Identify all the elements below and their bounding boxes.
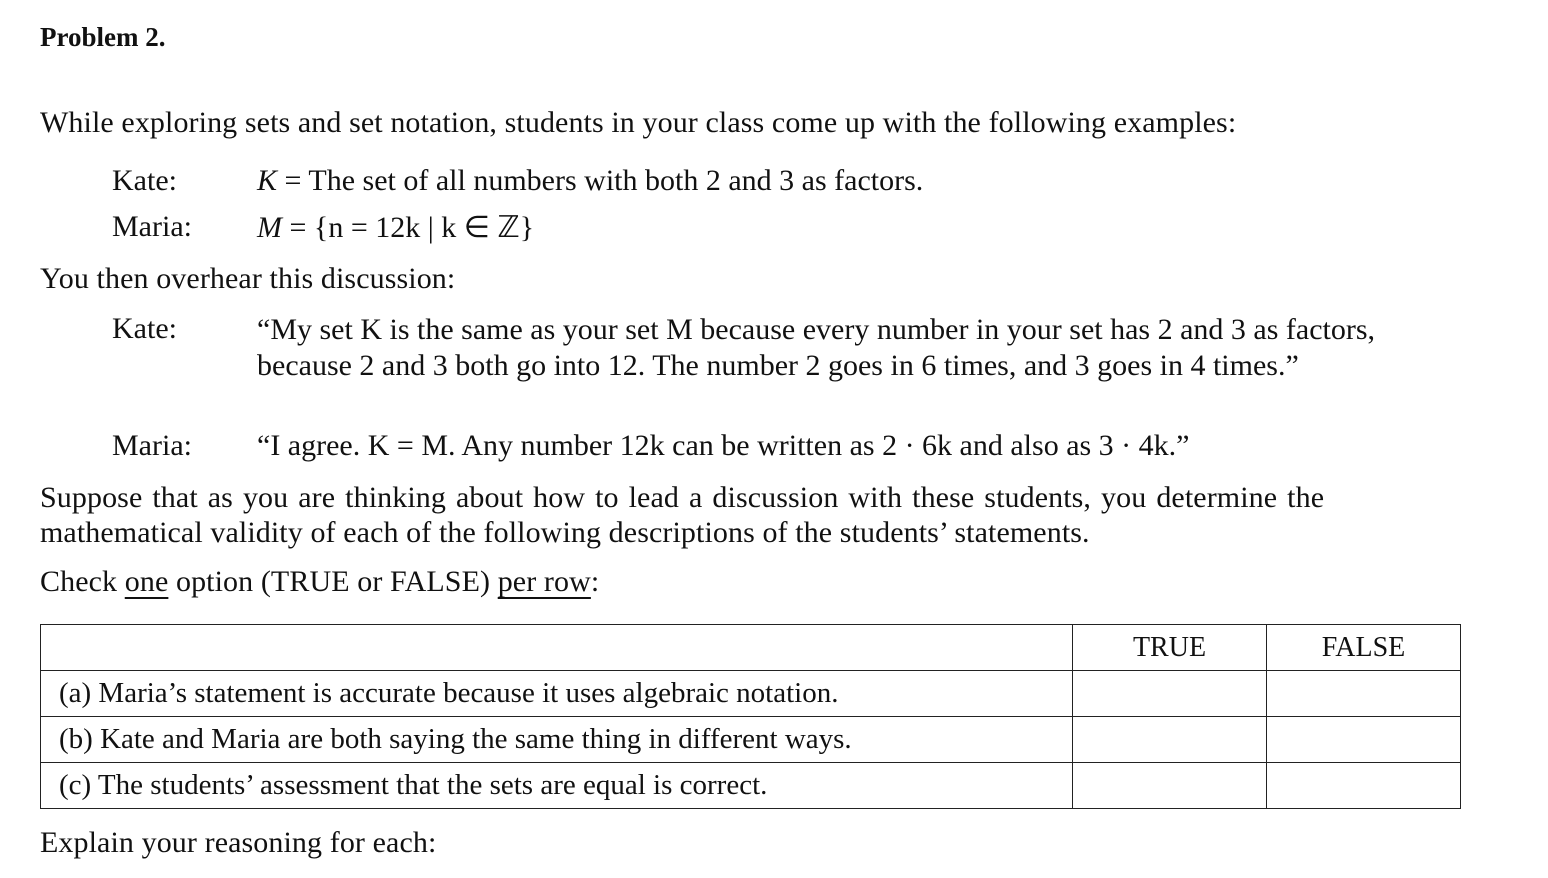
- set-m-definition: {n = 12k | k ∈ ℤ}: [313, 211, 535, 244]
- intro-paragraph: While exploring sets and set notation, students in your class come up with the following examples:: [40, 106, 1237, 139]
- table-row: [41, 763, 1461, 809]
- example-speaker-kate: Kate:: [112, 164, 177, 197]
- row-a-false-checkbox[interactable]: [1267, 671, 1461, 717]
- equals-sign: =: [277, 164, 309, 197]
- row-c-false-checkbox[interactable]: [1267, 763, 1461, 809]
- header-false: FALSE: [1267, 625, 1461, 671]
- equals-sign: =: [282, 211, 314, 244]
- example-statement-maria: [257, 210, 534, 245]
- table-row: [41, 671, 1461, 717]
- row-a-true-checkbox[interactable]: [1073, 671, 1267, 717]
- header-blank-cell: [41, 625, 1073, 671]
- check-one-emphasis: one: [124, 565, 169, 598]
- discussion-speaker-maria: Maria:: [112, 429, 192, 462]
- row-c-true-checkbox[interactable]: [1073, 763, 1267, 809]
- table-row: [41, 717, 1461, 763]
- problem-title: Problem 2.: [40, 22, 166, 52]
- example-statement-kate: [257, 164, 923, 198]
- check-middle: option (TRUE or FALSE): [168, 565, 498, 598]
- suppose-line-1: Suppose that as you are thinking about how to lead a discussion with these students, you determine the: [40, 481, 1325, 514]
- answer-table: [40, 624, 1461, 809]
- example-speaker-maria: Maria:: [112, 210, 192, 243]
- explain-prompt: Explain your reasoning for each:: [40, 826, 437, 859]
- check-per-row-emphasis: per row: [497, 565, 591, 598]
- discussion-intro: You then overhear this discussion:: [40, 262, 456, 295]
- statement-a: (a) Maria’s statement is accurate because it uses algebraic notation.: [41, 671, 1073, 717]
- statement-b: (b) Kate and Maria are both saying the same thing in different ways.: [41, 717, 1073, 763]
- set-m-symbol: M: [257, 211, 282, 244]
- discussion-quote-maria: “I agree. K = M. Any number 12k can be written as 2 · 6k and also as 3 · 4k.”: [257, 429, 1190, 462]
- discussion-quote-kate: “My set K is the same as your set M because every number in your set has 2 and 3 as factors, because 2 and 3 both go into 12. The number 2 goes in 6 times, and 3 goes in 4 times.”: [257, 313, 1376, 382]
- row-b-true-checkbox[interactable]: [1073, 717, 1267, 763]
- check-instruction: [40, 565, 599, 599]
- header-true: TRUE: [1073, 625, 1267, 671]
- check-suffix: :: [590, 565, 600, 598]
- discussion-speaker-kate: Kate:: [112, 312, 177, 345]
- set-k-symbol: K: [257, 164, 278, 197]
- table-header-row: [41, 625, 1461, 671]
- set-k-definition: The set of all numbers with both 2 and 3 as factors.: [308, 164, 924, 197]
- suppose-line-2: mathematical validity of each of the following descriptions of the students’ statements.: [40, 516, 1090, 549]
- row-b-false-checkbox[interactable]: [1267, 717, 1461, 763]
- check-prefix: Check: [40, 565, 125, 598]
- statement-c: (c) The students’ assessment that the sets are equal is correct.: [41, 763, 1073, 809]
